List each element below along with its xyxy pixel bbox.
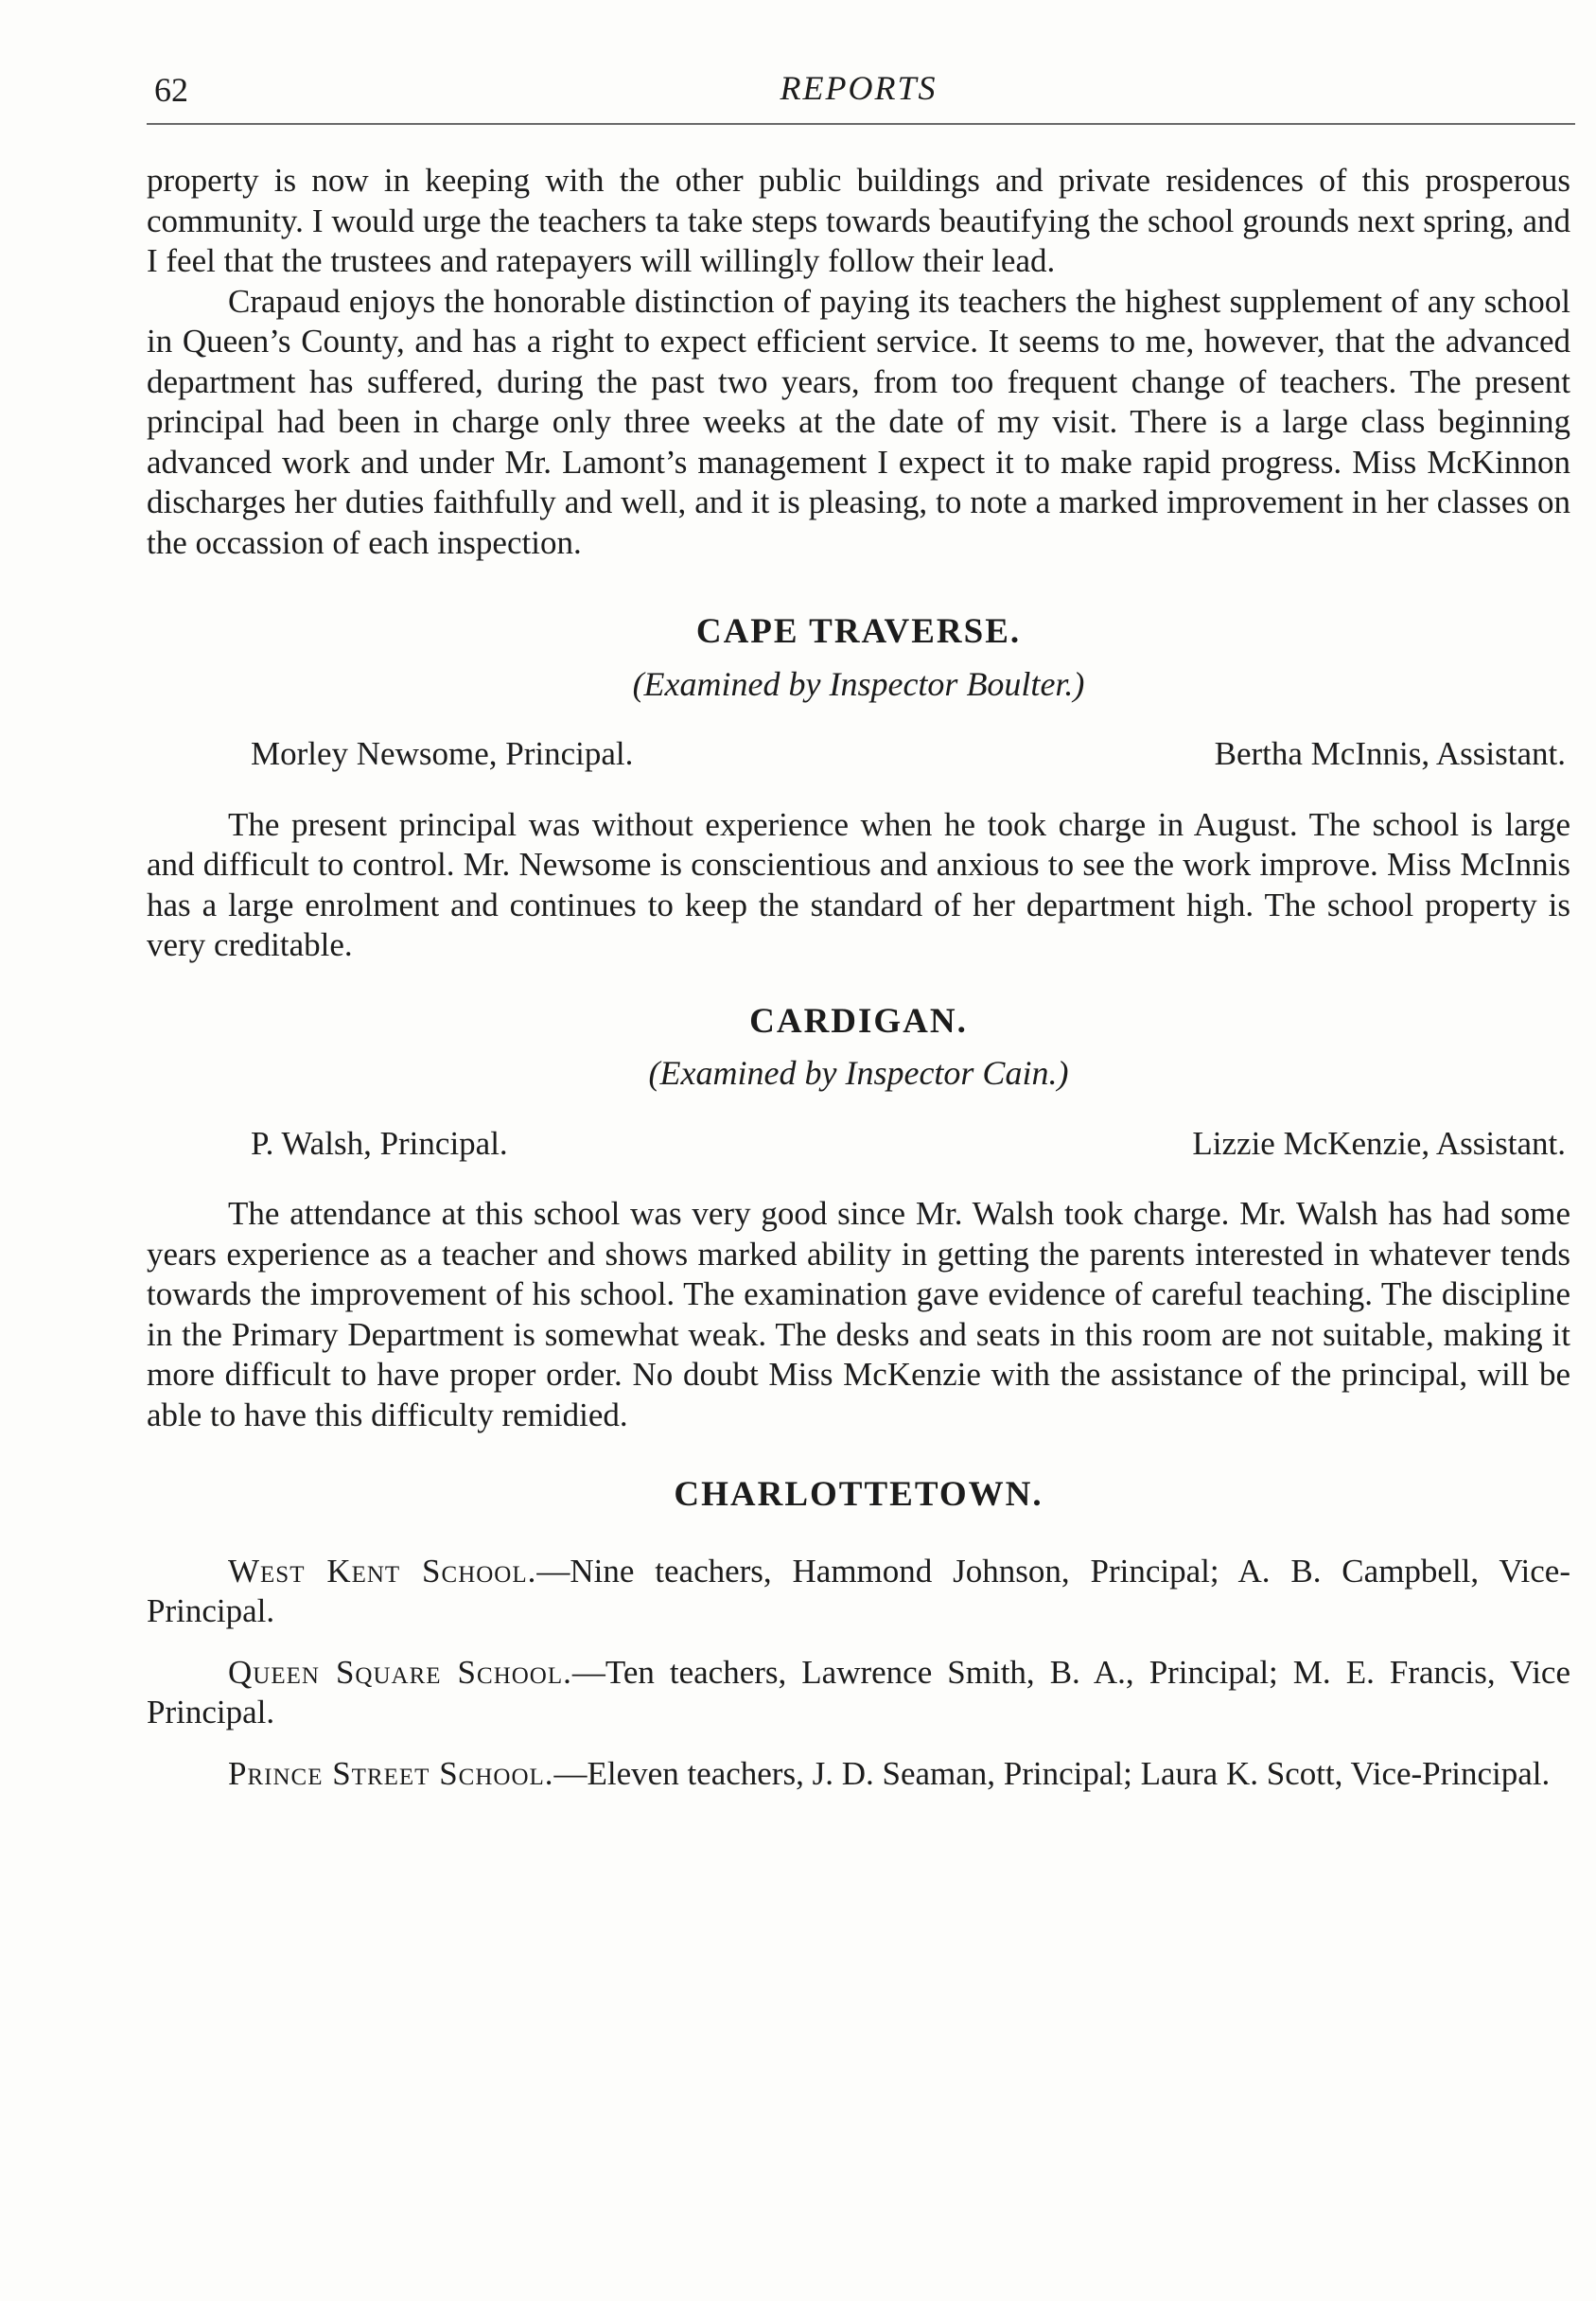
assistant-name: Bertha McInnis, Assistant.: [1214, 735, 1566, 772]
school-entry-prince-street: [147, 1754, 1570, 1795]
intro-paragraph-1: property is now in keeping with the other public buildings and private residences of this prosperous community. I would urge the teachers ta take steps towards beautifying the school grounds next spring, and I feel that the trustees and ratepayers will willingly follow their lead.: [147, 162, 1570, 279]
page-number: 62: [154, 71, 188, 109]
staff-row-cardigan: [147, 1124, 1570, 1165]
examined-by-cape-traverse: (Examined by Inspector Boulter.): [632, 664, 1085, 703]
page-content: [147, 161, 1570, 1794]
section-title-cardigan: CARDIGAN.: [749, 1001, 968, 1041]
school-details: —Nine teachers, Hammond Johnson, Principal; A. B. Campbell, Vice-Principal.: [147, 1552, 1570, 1629]
school-details: —Eleven teachers, J. D. Seaman, Principal; Laura K. Scott, Vice-Principal.: [553, 1754, 1551, 1792]
school-name: West Kent School.: [228, 1552, 537, 1590]
assistant-name: Lizzie McKenzie, Assistant.: [1192, 1124, 1566, 1162]
cape-traverse-report: The present principal was without experience when he took charge in August. The school is large and difficult to control. Mr. Newsome is conscientious and anxious to see the work improve. Miss McInnis has a large enrolment and continues to keep the standard of her department high. The school property is very creditable.: [147, 805, 1570, 963]
cardigan-report: The attendance at this school was very good since Mr. Walsh took charge. Mr. Walsh has had some years experience as a teacher and shows marked ability in getting the parents interested in whatever tends towards the improvement of his school. The examination gave evidence of careful teaching. The discipline in the Primary Department is somewhat weak. The desks and seats in this room are not suitable, making it more difficult to have proper order. No doubt Miss McKenzie with the assistance of the principal, will be able to have this difficulty remidied.: [147, 1195, 1570, 1433]
staff-row-cape-traverse: [147, 734, 1570, 775]
section-title-charlottetown: CHARLOTTETOWN.: [674, 1475, 1044, 1514]
school-entry-west-kent: [147, 1552, 1570, 1632]
school-details: —Ten teachers, Lawrence Smith, B. A., Principal; M. E. Francis, Vice Principal.: [147, 1653, 1571, 1730]
principal-name: P. Walsh, Principal.: [251, 1124, 508, 1162]
school-name: Prince Street School.: [228, 1754, 554, 1792]
running-title: REPORTS: [780, 69, 938, 107]
section-title-cape-traverse: CAPE TRAVERSE.: [695, 612, 1022, 651]
school-entry-queen-square: [147, 1653, 1570, 1733]
principal-name: Morley Newsome, Principal.: [251, 735, 634, 772]
header-rule: [147, 123, 1575, 125]
school-name: Queen Square School.: [228, 1653, 572, 1691]
page-header: [147, 66, 1570, 123]
examined-by-cardigan: (Examined by Inspector Cain.): [648, 1054, 1069, 1092]
intro-paragraph-2: Crapaud enjoys the honorable distinction of paying its teachers the highest supplement of any school in Queen’s County, and has a right to expect efficient service. It seems to me, however, that the advanced department has suffered, during the past two years, from too frequent change of teachers. The present principal had been in charge only three weeks at the date of my visit. There is a large class beginning advanced work and under Mr. Lamont’s management I expect it to make rapid progress. Miss McKinnon discharges her duties faithfully and well, and it is pleasing, to note a marked improvement in her classes on the occassion of each inspection.: [147, 282, 1570, 561]
